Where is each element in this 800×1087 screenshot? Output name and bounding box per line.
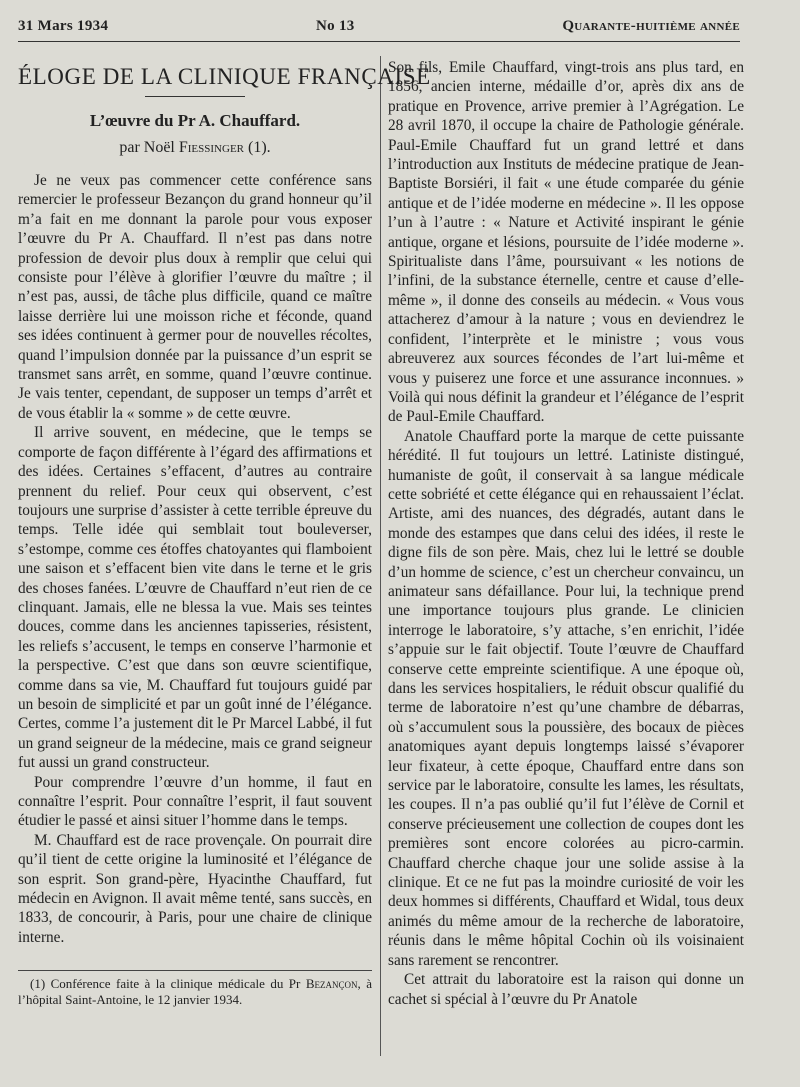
paragraph: Il arrive souvent, en médecine, que le temps se comporte de façon différente à l’égard des affirmations et des idées. Certaines s’effacent, d’autres au contraire prennent du relief. Pour ceux qui observent, c’est toujours une surprise d’assister à cette terrible épreuve du temps. Telle idée qui semblait tout bouleverser, s’estompe, comme ces étoffes chatoyantes qui flamboient une saison et s’effacent bien vite dans le terne et le gris des choses fanées. L’œuvre de Chauffard n’eut rien de ce clinquant. Jamais, elle ne blessa la vue. Mais ses teintes douces, comme dans les anciennes tapisseries, résistent, les reliefs s’accusent, le temps en conserve l’harmonie et la perspective. C’est que dans son œuvre scientifique, comme dans sa vie, M. Chauffard fut toujours guidé par un besoin de simplicité et par un goût inné de l’élégance. Certes, comme l’a justement dit le Pr Marcel Labbé, il fut un grand seigneur de la médecine, mais ce grand seigneur fut aussi un grand constructeur. [18,424,372,772]
paragraph: Pour comprendre l’œuvre d’un homme, il faut en connaître l’esprit. Pour connaître l’esprit, il faut souvent étudier le passé et ainsi situer l’homme dans le temps. [18,773,372,830]
header-date: 31 Mars 1934 [18,17,109,34]
footnote [18,976,372,1008]
footnote-text-before: (1) Conférence faite à la clinique médicale du Pr [30,976,306,991]
right-body [388,58,744,1009]
paragraph: Anatole Chauffard porte la marque de cette puissante hérédité. Il fut toujours un lettré. Latiniste distingué, humaniste de goût, il conservait à sa langue médicale cette sobriété et cette élégance qui en rehaussaient l’éclat. Artiste, ami des nuances, des dégradés, autant dans le monde des estampes que dans celui des idées, il reste le digne fils de son père. Mais, chez lui le lettré se double d’un homme de science, c’est un chercheur convaincu, un animateur sans défaillance. Pour lui, la technique prend une importance toujours plus grande. Le clinicien interroge le laboratoire, s’y attache, s’en enrichit, l’idée s’appuie sur le fait objectif. Toute l’œuvre de Chauffard conserve cette empreinte scientifique. A une époque où, dans les services hospitaliers, le réduit obscur qualifié du terme de laboratoire n’est qu’une chambre de débarras, où s’accumulent sous la poussière, des bocaux de pièces anatomiques ayant depuis longtemps laissé s’évaporer leur fixateur, à cette époque, Chauffard entre dans son service par le laboratoire, consulte les lames, les résultats, les coupes. Il n’a pas oublié qu’il fut l’élève de Cornil et conserve précieusement une collection de coupes dont les premières sont encore colorées au picro-carmin. Chauffard cherche chaque jour une solide assise à la clinique. Et ce ne fut pas la moindre curiosité de voir les deux hommes si différents, Chauffard et Widal, tous deux animés du même amour de la recherche de laboratoire, réunis dans le même hôpital Cochin où ils voisinaient sans rarement se rencontrer. [388,427,744,969]
byline [18,139,372,157]
header-issue-number: No 13 [316,17,355,34]
paragraph: Je ne veux pas commencer cette conférence sans remercier le professeur Bezançon du grand honneur qu’il m’a fait en me donnant la parole pour vous exposer l’œuvre du Pr A. Chauffard. Il n’est pas dans notre profession de devoir plus doux à remplir que celui qui consiste pour l’élève à glorifier l’œuvre du maître ; il n’est pas, aussi, de tâche plus difficile, quand ce maître laisse derrière lui une moisson riche et féconde, quand ses idées continuent à germer pour de nouvelles récoltes, quand l’impulsion donnée par la puissance d’un esprit se transmet sans arrêt, en somme, quand l’œuvre continue. Je vais tenter, cependant, de supposer un temps d’arrêt et de vous établir la « somme » de cette œuvre. [18,172,372,422]
column-divider [380,56,381,1056]
header-year: Quarante-huitième année [562,17,740,34]
header-rule [18,41,740,42]
byline-suffix: (1). [244,139,271,156]
footnote-rule [18,970,372,971]
page-header [18,14,740,38]
footnote-text-after: , à l’hôpital Saint-Antoine, le 12 janvier 1934. [18,976,372,1007]
paragraph: Cet attrait du laboratoire est la raison qui donne un cachet si spécial à l’œuvre du Pr Anatole [388,971,744,1008]
byline-author: Fiessinger [178,139,244,156]
paragraph: M. Chauffard est de race provençale. On pourrait dire qu’il tient de cette origine la luminosité et l’élégance de son esprit. Son grand-père, Hyacinthe Chauffard, fut médecin en Avignon. Il avait même tenté, sans succès, en 1833, de concourir, à Paris, pour une chaire de clinique interne. [18,831,372,946]
article-title: L’œuvre du Pr A. Chauffard. [89,111,301,130]
byline-prefix: par Noël [119,139,179,156]
section-title: ÉLOGE DE LA CLINIQUE FRANÇAISE [18,64,431,89]
left-body [18,171,372,947]
left-column [18,58,431,947]
title-rule [145,96,245,97]
right-column [388,58,744,1009]
paragraph: Son fils, Emile Chauffard, vingt-trois ans plus tard, en 1856, ancien interne, médaille d’or, après dix ans de pratique en Provence, arrive premier à l’Agrégation. Le 28 avril 1870, il occupe la chaire de Pathologie générale. Paul-Emile Chauffard fut un grand lettré et dans l’introduction aux Instituts de médecine pratique de Jean-Baptiste Borsiéri, il fait « une étude comparée du génie antique et de l’idée moderne en médecine ». Il les oppose l’un à l’autre : « Nature et Activité inspirant le génie antique, organe et lésions, poursuite de l’idée moderne ». Spiritualiste dans l’âme, poursuivant « les notions de l’infini, de la substance éternelle, centre et cause d’elle-même », il donne des conseils au médecin. « Vous vous attacherez d’amour à la nature ; vous en deviendrez le confident, l’interprète et le ministre ; vous vous abreuverez aux sources fécondes de l’art lui-même et vous y puiserez une force et une assurance inconnues. » Voilà qui nous définit la grandeur et l’élégance de l’esprit de Paul-Emile Chauffard. [388,59,744,426]
footnote-name: Bezançon [305,976,358,991]
